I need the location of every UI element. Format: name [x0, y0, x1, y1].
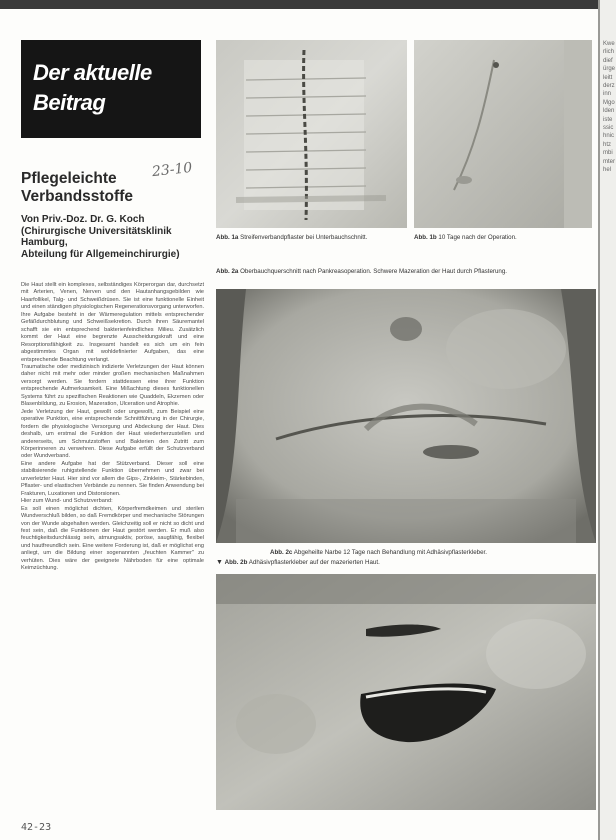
body-paragraph: Die Haut stellt ein komplexes, selbständiges Körperorgan dar, durchsetzt mit Arterien, Venen, Nerven und den Hautanhangsgebilden wie Haarfollikel, Talg- und Schweißdrüsen. Sie ist eine funktionelle Einheit und einen ständigen physiologischen Regenerationsvorgang unterworfen. Ihre Aufgabe besteht in der Wärmeregulation mittels entsprechender Gefäßdurchblutung und Schweißsekretion. Durch ihren Säuremantel schafft sie ein entsprechend bakterienfeindliches Milieu. Zusätzlich kommt der Haut eine begrenzte Ausscheidungskraft und eine Resorptionsfähigkeit zu. Insgesamt handelt es sich um ein fein abgestimmtes Organ mit wohldefinierter Aufgaben, das eine entsprechende Beachtung verlangt. — [21, 282, 204, 363]
caption-text: 10 Tage nach der Operation. — [438, 234, 517, 241]
caption-label: Abb. 2c — [270, 549, 293, 556]
handwritten-note: 23-10 — [151, 159, 194, 181]
top-dark-border — [0, 0, 616, 9]
caption-text: Adhäsivpflasterkleber auf der mazerierten Haut. — [248, 559, 380, 566]
caption-label: Abb. 1a — [216, 234, 239, 241]
photo-fig-1a — [216, 40, 407, 228]
section-banner — [21, 40, 201, 138]
caption-fig-2b — [216, 559, 596, 567]
caption-text: Abgeheilte Narbe 12 Tage nach Behandlung mit Adhäsivpflasterkleber. — [293, 549, 487, 556]
caption-fig-1b — [414, 234, 594, 242]
caption-label: Abb. 2a — [216, 268, 239, 275]
author-line: Abteilung für Allgemeinchirurgie) — [21, 248, 180, 260]
author-line: Von Priv.-Doz. Dr. G. Koch — [21, 214, 145, 225]
adjacent-page-edge — [598, 0, 616, 840]
caption-text: Streifenverbandpflaster bei Unterbauchschnitt. — [240, 234, 368, 241]
photo-fig-2a — [216, 289, 596, 543]
banner-line-2: Beitrag — [33, 90, 106, 115]
body-paragraph: Jede Verletzung der Haut, gewollt oder ungewollt, zum Beispiel eine operative Punktion, eine entsprechende Schnittführung in der Chirurgie, fordern die physiologische Versorgung und Abdeckung der Haut. Dies deshalb, um erstmal die Funktion der Haut wiederherzustellen und andererseits, um Schmutzstoffen und Bakterien den Zutritt zum Körperinneren zu verwehren. Diese Aufgabe erfüllt der Schutzverband oder Wundverband. — [21, 408, 204, 460]
triangle-down-icon: ▼ — [216, 559, 223, 566]
caption-label: Abb. 2b — [224, 559, 248, 566]
page-number: 42-23 — [21, 822, 52, 833]
body-paragraph: Hier zum Wund- und Schutzverband: — [21, 498, 113, 505]
title-line-1: Pflegeleichte — [21, 170, 117, 187]
caption-label: Abb. 1b — [414, 234, 437, 241]
photo-fig-1b — [414, 40, 592, 228]
body-paragraph: Traumatische oder medizinisch indizierte Verletzungen der Haut können daher nicht mit mehr oder minder großen mechanischen Maßnahmen versorgt werden. Sie fordern stattdessen eine ihrer Funktion entsprechende Aufmerksamkeit. Eine Mißachtung dieses funktionellen Systems führt zu spezifischen Reaktionen wie Quaddeln, Ekzemen oder Blasenbildung, zu Erosion, Mazeration, Ulceration und Atrophie. — [21, 363, 204, 408]
author-block — [21, 214, 211, 260]
author-line: Hamburg, — [21, 237, 68, 248]
caption-text: Oberbauchquerschnitt nach Pankreasoperation. Schwere Mazeration der Haut durch Pflasterung. — [240, 268, 507, 275]
caption-fig-1a — [216, 234, 412, 242]
author-line: (Chirurgische Universitätsklinik — [21, 225, 172, 237]
banner-line-1: Der aktuelle — [33, 60, 152, 85]
caption-fig-2c — [270, 549, 600, 557]
page-fold-line — [598, 0, 600, 840]
article-body — [21, 282, 204, 820]
adjacent-page-text: Kwerlichdiefürgeleittderzinn Mgoldenistessichnichtzmbimterhel — [603, 41, 616, 174]
caption-fig-2a — [216, 268, 598, 276]
photo-fig-2b — [216, 574, 596, 810]
body-paragraph: Es soll einen möglichst dichten, Körperfremdkeimen und sterilen Wundverschluß bilden, so daß Fremdkörper und mechanische Störungen von der Wunde abgehalten werden. Gleichzeitig soll er nicht so dicht und fest sein, daß die Funktionen der Haut gestört werden. Er muß also feuchtigkeitsdurchlässig sein, atmungsaktiv, poröse, saugfähig, flexibel und hautfreundlich sein. Eine weitere Forderung ist, daß er möglichst eng anliegt, um die Bildung einer sogenannten „feuchten Kammer" zu verhüten. Dies wäre der geeignete Nährboden für eine optimale Keimzüchtung. — [21, 505, 204, 572]
title-line-2: Verbandsstoffe — [21, 188, 133, 205]
body-paragraph: Eine andere Aufgabe hat der Stützverband. Dieser soll eine stabilisierende ruhigstellende Funktion übernehmen und zwar bei unverletzter Haut. Hier sind vor allem die Gips-, Zinkleim-, Stärkebinden, Pflaster- und elastischen Verbände zu nennen. Sie finden Anwendung bei Frakturen, Luxationen und Distorsionen. — [21, 460, 204, 497]
